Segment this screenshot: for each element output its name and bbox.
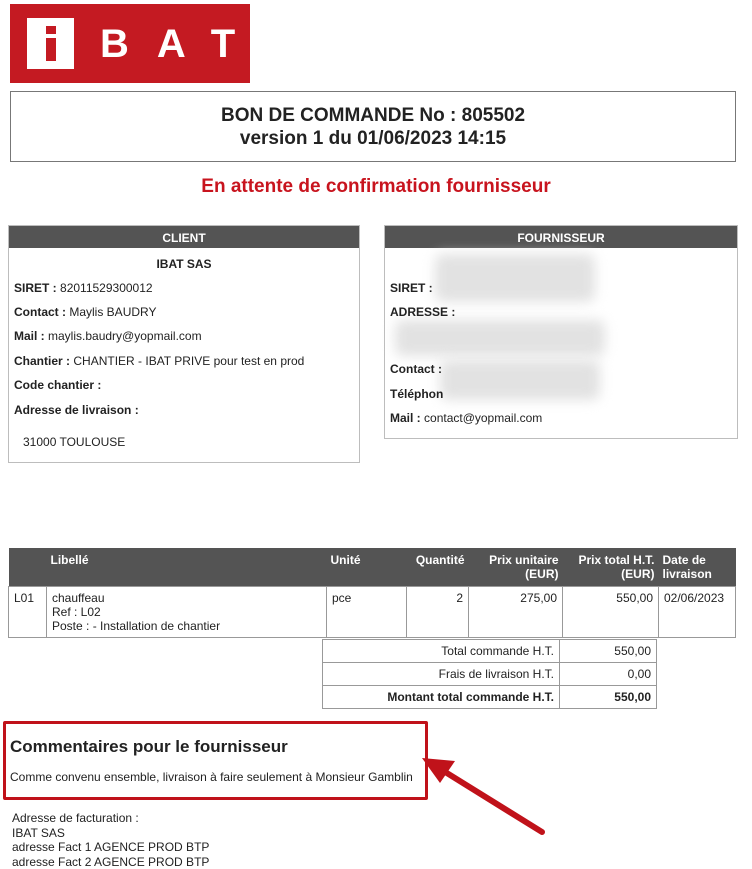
client-mail: Mail : maylis.baudry@yopmail.com xyxy=(14,329,202,343)
billing-line: IBAT SAS xyxy=(12,826,209,841)
supplier-comments-highlight xyxy=(3,721,428,800)
client-siret: SIRET : 82011529300012 xyxy=(14,281,153,295)
cell-prix-unitaire: 275,00 xyxy=(469,587,563,638)
client-address-label: Adresse de livraison : xyxy=(14,403,139,417)
supplier-mail: Mail : contact@yopmail.com xyxy=(390,411,542,425)
col-unite: Unité xyxy=(327,548,407,587)
col-date-livraison: Date de livraison xyxy=(659,548,736,587)
col-libelle: Libellé xyxy=(47,548,327,587)
delivery-fee-value: 0,00 xyxy=(560,663,657,686)
client-contact: Contact : Maylis BAUDRY xyxy=(14,305,156,319)
client-code-chantier: Code chantier : xyxy=(14,378,101,392)
cell-unite: pce xyxy=(327,587,407,638)
grand-total-label: Montant total commande H.T. xyxy=(323,686,560,709)
supplier-address-label: ADRESSE : xyxy=(390,305,455,319)
comments-text: Comme convenu ensemble, livraison à faire seulement à Monsieur Gamblin xyxy=(10,770,413,784)
billing-line: adresse Fact 1 AGENCE PROD BTP xyxy=(12,840,209,855)
billing-label: Adresse de facturation : xyxy=(12,811,209,826)
billing-address xyxy=(12,811,209,869)
grand-total-row xyxy=(323,686,657,709)
order-items-table xyxy=(8,548,736,638)
delivery-fee-row xyxy=(323,663,657,686)
total-row xyxy=(323,640,657,663)
cell-date: 02/06/2023 xyxy=(659,587,736,638)
totals-table xyxy=(322,639,657,709)
table-row xyxy=(9,587,736,638)
arrow-head xyxy=(422,758,455,783)
cell-quantite: 2 xyxy=(407,587,469,638)
col-code xyxy=(9,548,47,587)
total-value: 550,00 xyxy=(560,640,657,663)
client-name: IBAT SAS xyxy=(9,257,359,271)
supplier-contact: Contact : xyxy=(390,362,442,376)
redacted-contact xyxy=(440,360,600,400)
ibat-logo xyxy=(10,4,250,83)
order-title: BON DE COMMANDE No : 805502 xyxy=(11,105,735,127)
supplier-siret: SIRET : xyxy=(390,281,433,295)
cell-prix-total: 550,00 xyxy=(563,587,659,638)
table-header-row xyxy=(9,548,736,587)
item-name: chauffeau xyxy=(52,591,321,605)
logo-i-glyph xyxy=(27,18,74,69)
annotation-arrow-icon xyxy=(410,745,560,845)
order-title-box xyxy=(10,91,736,162)
cell-libelle xyxy=(47,587,327,638)
order-status: En attente de confirmation fournisseur xyxy=(0,176,752,198)
col-quantite: Quantité xyxy=(407,548,469,587)
client-panel xyxy=(8,225,360,463)
total-label: Total commande H.T. xyxy=(323,640,560,663)
item-poste: Poste : - Installation de chantier xyxy=(52,619,321,633)
redacted-siret xyxy=(435,254,595,302)
cell-code: L01 xyxy=(9,587,47,638)
supplier-panel xyxy=(384,225,738,439)
comments-title: Commentaires pour le fournisseur xyxy=(10,737,288,757)
client-header: CLIENT xyxy=(9,226,359,248)
grand-total-value: 550,00 xyxy=(560,686,657,709)
billing-line: adresse Fact 2 AGENCE PROD BTP xyxy=(12,855,209,869)
logo-text: BAT xyxy=(100,18,263,70)
supplier-header: FOURNISSEUR xyxy=(385,226,737,248)
col-prix-total: Prix total H.T. (EUR) xyxy=(563,548,659,587)
delivery-fee-label: Frais de livraison H.T. xyxy=(323,663,560,686)
client-address: 31000 TOULOUSE xyxy=(23,435,125,449)
supplier-telephone: Téléphon xyxy=(390,387,443,401)
redacted-address xyxy=(395,320,605,356)
client-chantier: Chantier : CHANTIER - IBAT PRIVE pour test en prod xyxy=(14,354,304,368)
arrow-shaft xyxy=(442,770,542,832)
col-prix-unitaire: Prix unitaire (EUR) xyxy=(469,548,563,587)
item-ref: Ref : L02 xyxy=(52,605,321,619)
order-version: version 1 du 01/06/2023 14:15 xyxy=(11,128,735,150)
